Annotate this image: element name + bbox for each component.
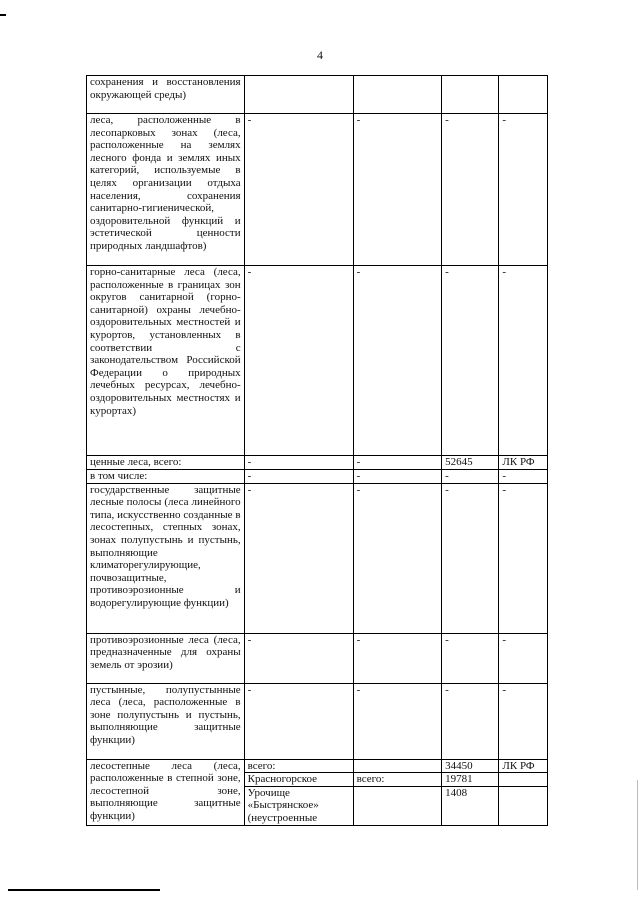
value-cell: всего: [244,759,353,773]
category-cell: ценные леса, всего: [87,456,245,470]
category-cell: государственные защитные лесные полосы (леса линейного типа, искусственно созданные в лесостепных, степных зонах, зонах полупустынь и пустынь, выполняющие климаторегулирующие, почвозащитные, противоэрозионные и водорегулирующие функции) [87,483,245,633]
table-row [87,266,548,456]
value-cell: - [353,483,442,633]
basis-cell: - [499,470,548,484]
value-cell [244,76,353,114]
basis-cell: ЛК РФ [499,456,548,470]
scan-edge [637,780,638,890]
corner-mark [0,14,6,16]
value-cell: - [244,266,353,456]
page-number: 4 [317,48,323,62]
value-cell: - [244,114,353,266]
basis-cell: - [499,633,548,683]
area-cell: - [442,470,499,484]
basis-cell [499,786,548,825]
footer-line [8,889,160,891]
table-row [87,470,548,484]
basis-cell: - [499,683,548,759]
value-cell: - [353,470,442,484]
table-row [87,76,548,114]
category-cell: горно-санитарные леса (леса, расположенные в границах зон округов санитарной (горно-санитарной) охраны лечебно-оздоровительных местностей и курортов, установленных в соответствии с законодательством Российской Федерации о природных лечебных ресурсах, лечебно-оздоровительных местностях и курортах) [87,266,245,456]
table-row [87,456,548,470]
area-cell: 34450 [442,759,499,773]
value-cell: - [353,266,442,456]
category-cell: пустынные, полупустынные леса (леса, расположенные в зоне полупустынь и пустынь, выполняющие защитные функции) [87,683,245,759]
value-cell: - [353,633,442,683]
value-cell: всего: [353,773,442,787]
table-row [87,759,548,773]
value-cell: - [244,633,353,683]
area-cell: - [442,483,499,633]
category-cell: лесостепные леса (леса, расположенные в степной зоне, лесостепной зоне, выполняющие защитные функции) [87,759,245,825]
forest-category-table [86,75,548,826]
value-cell: - [244,456,353,470]
area-cell: - [442,633,499,683]
table-row [87,114,548,266]
value-cell: - [244,483,353,633]
table-row [87,483,548,633]
category-cell: сохранения и восстановления окружающей среды) [87,76,245,114]
basis-cell: ЛК РФ [499,759,548,773]
value-cell: Красногорское [244,773,353,787]
category-cell: леса, расположенные в лесопарковых зонах (леса, расположенные на землях лесного фонда и землях иных категорий, используемые в целях организации отдыха населения, сохранения санитарно-гигиенической, оздоровительной функций и эстетической ценности природных ландшафтов) [87,114,245,266]
area-cell: 1408 [442,786,499,825]
value-cell: - [244,683,353,759]
area-cell: 19781 [442,773,499,787]
basis-cell: - [499,114,548,266]
category-cell: в том числе: [87,470,245,484]
area-cell [442,76,499,114]
table-row [87,683,548,759]
value-cell: - [353,683,442,759]
value-cell [353,76,442,114]
basis-cell: - [499,483,548,633]
category-cell: противоэрозионные леса (леса, предназначенные для охраны земель от эрозии) [87,633,245,683]
value-cell [353,759,442,773]
value-cell: Урочище «Быстрянское» (неустроенные [244,786,353,825]
value-cell: - [353,456,442,470]
value-cell [353,786,442,825]
area-cell: - [442,114,499,266]
area-cell: - [442,266,499,456]
value-cell: - [244,470,353,484]
basis-cell [499,76,548,114]
basis-cell: - [499,266,548,456]
area-cell: 52645 [442,456,499,470]
value-cell: - [353,114,442,266]
table-row [87,633,548,683]
area-cell: - [442,683,499,759]
basis-cell [499,773,548,787]
